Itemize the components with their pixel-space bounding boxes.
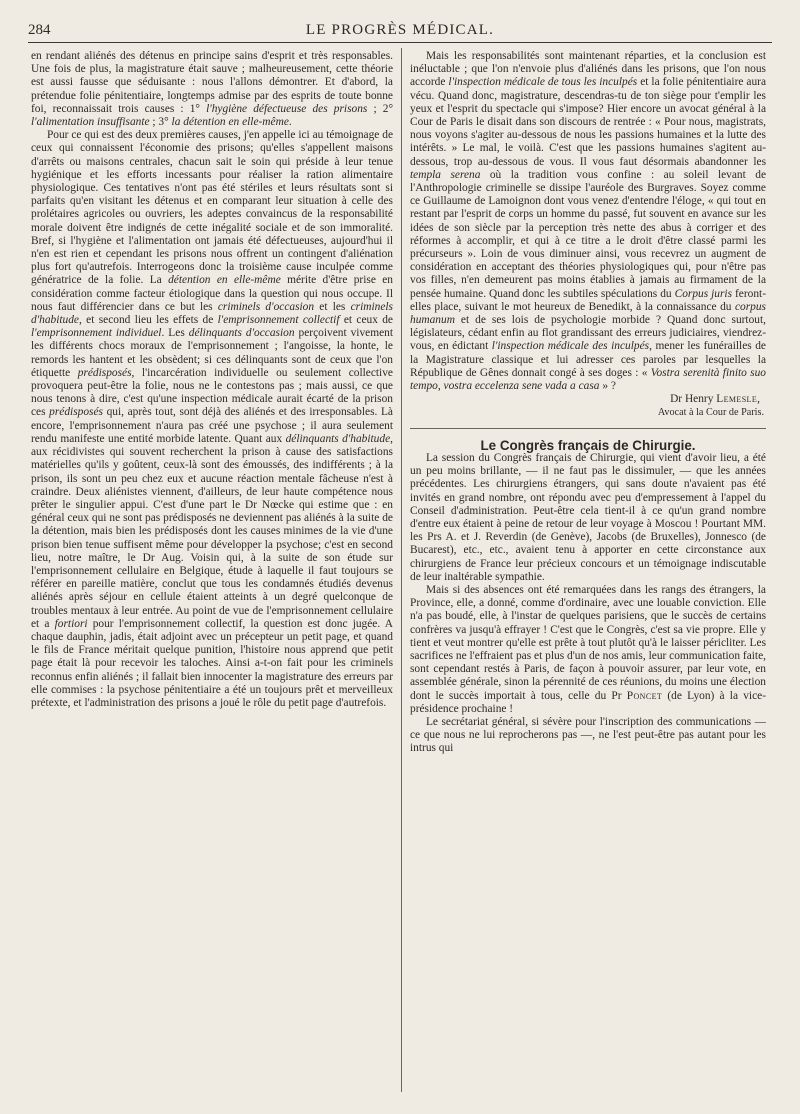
italic-text: l'emprisonnement individuel — [31, 327, 162, 340]
page-number: 284 — [28, 22, 51, 38]
text-run: , aux récidivistes qui souvent recherchent la prison à cause des satisfactions matérielles qu'ils y goûtent, ceux-là sont des émoussés, des indifférents ; à la prison, ils sont un peu chez eux et aucune réaction mentale fâcheuse n'est à craindre. Deux aliénistes viennent, d'ailleurs, de leur haute compétence nous prêter le singulier appui. C'est d'une part le Dr Nœcke qui estime que : en général ceux qui ne sont pas prédisposés ne deviennent pas aliénés à la suite de la détention, mais bien les prédisposés dont les causes minimes de la vie d'une prison bien tenue suffisent même pour développer la psychose; c'est en second lieu, notre maître, le Dr Aug. Voisin qui, à la suite de son étude sur l'emprisonnement cellulaire en Belgique, étude à laquelle il faut toujours se référer en pareille matière, conclut que tous les condamnés étudiés devenus aliénés après séjour en cellule étaient atteints à un degré quelconque de troubles mentaux à leur entrée. Au point de vue de l'emprisonnement cellulaire et a — [31, 432, 393, 630]
text-run: Mais si des absences ont été remarquées dans les rangs des étrangers, la Province, elle, a donné, comme d'ordinaire, avec une louable conviction. Elle n'a pas boudé, elle, à l'instar de quelques parisiens, que le succès de certains confrères va jusqu'à effrayer ! C'est que le Congrès, c'est sa vie propre. Elle y tient et veut montrer qu'elle est prête à tout plutôt qu'à le laisser péricliter. Les sacrifices ne l'effraient pas et plus d'un de nos amis, leur communication faite, sont cependant restés à Paris, de façon à pouvoir assurer, par leur vote, en assemblée générale, sinon la pérennité de ces réunions, du moins une élection dont le succès importait à tous, celle du Pr — [410, 583, 766, 702]
paragraph — [31, 129, 393, 710]
italic-text: l'emprisonnement collectif — [217, 314, 340, 327]
italic-text: Corpus juris — [674, 287, 733, 300]
text-run: Le secrétariat général, si sévère pour l'inscription des communications — ce que nous ne lui reprocherons pas —, ne l'est peut-être pas autant pour les intrus qui — [410, 715, 766, 755]
text-run: mérite d'être prise en considération comme facteur étiologique dans la question qui nous occupe. Il nous faut différencier dans ce but les — [31, 274, 393, 313]
paragraph — [31, 50, 393, 129]
italic-text: fortiori — [54, 617, 88, 630]
italic-text: l'hygiène défectueuse des prisons — [206, 102, 368, 115]
page-header — [28, 20, 772, 43]
text-run: qui, après tout, sont déjà des aliénés et des irresponsables. Là encore, l'emprisonnement n'aura pas créé une psychose ; il aura seulement rendu manifeste une entité morbide latente. Quant aux — [31, 406, 393, 445]
author-suffix: , — [757, 393, 760, 406]
text-run: et les — [314, 300, 351, 313]
signature-author — [410, 393, 766, 406]
paragraph — [410, 584, 766, 716]
text-run: (de Lyon) à la vice-présidence prochaine ! — [410, 689, 766, 715]
italic-text: détention en elle-même — [168, 274, 281, 287]
text-run: Poncet — [626, 689, 663, 702]
italic-text: prédisposés — [49, 406, 103, 419]
column-divider — [401, 48, 402, 1092]
author-prefix: Dr Henry — [670, 393, 717, 406]
text-run: La session du Congrès français de Chirurgie, qui vient d'avoir lieu, a été un peu moins brillante, — il ne faut pas le dissimuler, — que les années précédentes. Les chirurgiens étrangers, qui sans doute n'avaient pas été invités en grand nombre, ont répondu avec peu d'empressement à l'appel du Conseil d'administration. Peut-être cela tient-il à ce qu'un grand nombre d'entre eux étaient à peine de retour de leur voyage à Moscou ! Pourtant MM. les Prs A. et J. Reverdin (de Genève), Jacobs (de Bruxelles), Jonnesco (de Bucarest), etc., etc., avaient tenu à apporter en cette circonstance aux chirurgiens de France leur précieux concours et un témoignage indiscutable de leur inaltérable sympathie. — [410, 451, 766, 583]
text-run: » ? — [599, 380, 616, 393]
italic-text: l'inspection médicale de tous les inculpés — [448, 76, 638, 89]
text-run: pour l'emprisonnement collectif, la question est donc jugée. A chaque dauphin, jadis, était adjoint avec un précepteur un petit page, et quand le fils de France méritait quelque punition, l'histoire nous apprend que petit page était là pour recevoir les taloches. Ainsi a-t-on fait pour les criminels reconnus enfin aliénés ; il fallait bien innocenter la magistrature des erreurs par elle commises : la psychose pénitentiaire a été un toujours prêt et merveilleux prétexte, et l'administration des prisons a joué le rôle du petit page d'autrefois. — [31, 617, 393, 709]
text-run: en rendant aliénés des détenus en principe sains d'esprit et très responsables. Une fois de plus, la magistrature était sauve ; malheureusement, cette théorie est aussi fausse que séduisante : nous l'allons démontrer. Et d'abord, la prétendue folie pénitentiaire, longtemps admise par des esprits de toute bonne foi, reconnaissait trois causes : 1° — [31, 50, 393, 115]
italic-text: corpus humanum — [410, 300, 766, 327]
text-run: Pour ce qui est des deux premières causes, j'en appelle ici au témoignage de ceux qui connaissent l'économie des prisons; qu'elles s'appellent maisons d'arrêts ou maisons centrales, chacun sait le soin qui préside à leur tenue hygiénique et les efforts incessants pour réaliser la ration alimentaire physiologique. Ces tentatives n'ont pas été stériles et leurs résultats sont si parfaits qu'en visitant les détenus et en comparant leur situation à celle des prolétaires agricoles ou ouvriers, les adeptes convaincus de la responsabilité morale doivent être indignés de cette inégalité sociale et de son immoralité. Bref, si l'hygiène et l'alimentation ont jamais été défectueuses, aujourd'hui il n'en est rien et cependant les prisons nous offrent un contingent d'aliénation plus fort qu'autrefois. Interrogeons donc la troisième cause inculpée comme génératrice de la folie. La — [31, 129, 393, 287]
text-run: ; 2° — [367, 102, 393, 115]
right-column — [410, 50, 766, 1095]
text-run: et la folie pénitentiaire aura vécu. Quand donc, magistrature, descendras-tu de ton siège pour t'emplir les yeux et l'esprit du spectacle qui s'impose? Hier encore un avocat général à la Cour de Paris le disait dans son discours de rentrée : « Pour nous, magistrats, nous voyons s'agiter au-dessous de nous les passions humaines et la lutte des intérêts. » Le mal, le voilà. C'est que les passions humaines s'agitent au-dessous, trop au-dessous de vous. Il vous faut désormais abandonner les — [410, 76, 766, 168]
italic-text: criminels d'habitude — [31, 300, 393, 327]
section-rule — [410, 428, 766, 429]
text-run: Mais les responsabilités sont maintenant réparties, et la conclusion est inéluctable ; que l'on n'envoie plus d'aliénés dans les prisons, que l'on nous accorde — [410, 50, 766, 89]
italic-text: prédisposés — [77, 366, 132, 379]
paragraph — [410, 452, 766, 584]
italic-text: Vostra serenità finito suo tempo, vostra eccelenza sene vada a casa — [410, 366, 766, 393]
italic-text: délinquants d'habitude — [285, 432, 391, 445]
left-column — [31, 50, 393, 1095]
text-run: perçoivent vivement les différents chocs moraux de l'emprisonnement ; l'angoisse, la honte, le remords les hantent et les obsèdent; si ces délinquants sont de ceux que l'on étiquette — [31, 327, 393, 379]
italic-text: la détention en elle-même — [171, 116, 289, 129]
text-run: et ceux de — [339, 314, 393, 327]
author-name: Lemesle — [716, 393, 758, 406]
section-title: Le Congrès français de Chirurgie. — [480, 437, 696, 453]
italic-text: l'inspection médicale des inculpés — [491, 340, 650, 353]
text-run: , l'incarcération individuelle ou seulement collective provoquera peut-être la folie, nous ne le contestons pas ; mais aussi, ce que nous tenons à dire, c'est qu'une inspection médicale aurait écarté de la prison ces — [31, 366, 393, 419]
text-run: , mener les funérailles de la Magistrature classique et lui adresser ces paroles par lesquelles la République de Gênes donnait congé à ses doges : « — [410, 340, 766, 379]
text-run: et de ses lois de psychologie morbide ? Quand donc surtout, législateurs, cédant enfin au flot grandissant des erreurs judiciaires, viendrez-vous, en édictant — [410, 314, 766, 353]
text-run: . — [288, 116, 292, 129]
italic-text: délinquants d'occasion — [188, 327, 295, 340]
italic-text: l'alimentation insuffisante — [31, 116, 150, 129]
paragraph — [410, 716, 766, 756]
text-run: , et second lieu les effets de — [79, 314, 218, 327]
signature-role: Avocat à la Cour de Paris. — [657, 407, 764, 419]
text-run: où la tradition vous confine : au soleil levant de l'Anthropologie criminelle se dissipe l'auréole des Burgraves. Soyez comme ce Guillaume de Lamoignon dont vous venez d'entendre l'éloge, « qui tout en restant par l'esprit de corps un homme du passé, fut souvent en avance sur les idées de son siècle par la perception très nette des abus à corriger et des réformes à accomplir, et qui à ce titre a le droit d'être classé parmi les précurseurs ». Loin de vous diminuer ainsi, vous recevrez un augment de considération en acceptant des théories physiologiques qui, pour n'être pas vos filles, n'en demeurent pas moins établies à jamais au firmament de la pensée humaine. Quand donc les subtiles spéculations du — [410, 168, 766, 300]
text-run: . Les — [161, 327, 189, 340]
text-run: ; 3° — [149, 116, 172, 129]
italic-text: criminels d'occasion — [217, 300, 315, 313]
text-run: feront-elles place, suivant le mot heureux de Benedikt, à la connaissance du — [410, 287, 766, 313]
running-title: LE PROGRÈS MÉDICAL. — [305, 22, 495, 38]
paragraph — [410, 50, 766, 393]
italic-text: templa serena — [410, 168, 481, 181]
